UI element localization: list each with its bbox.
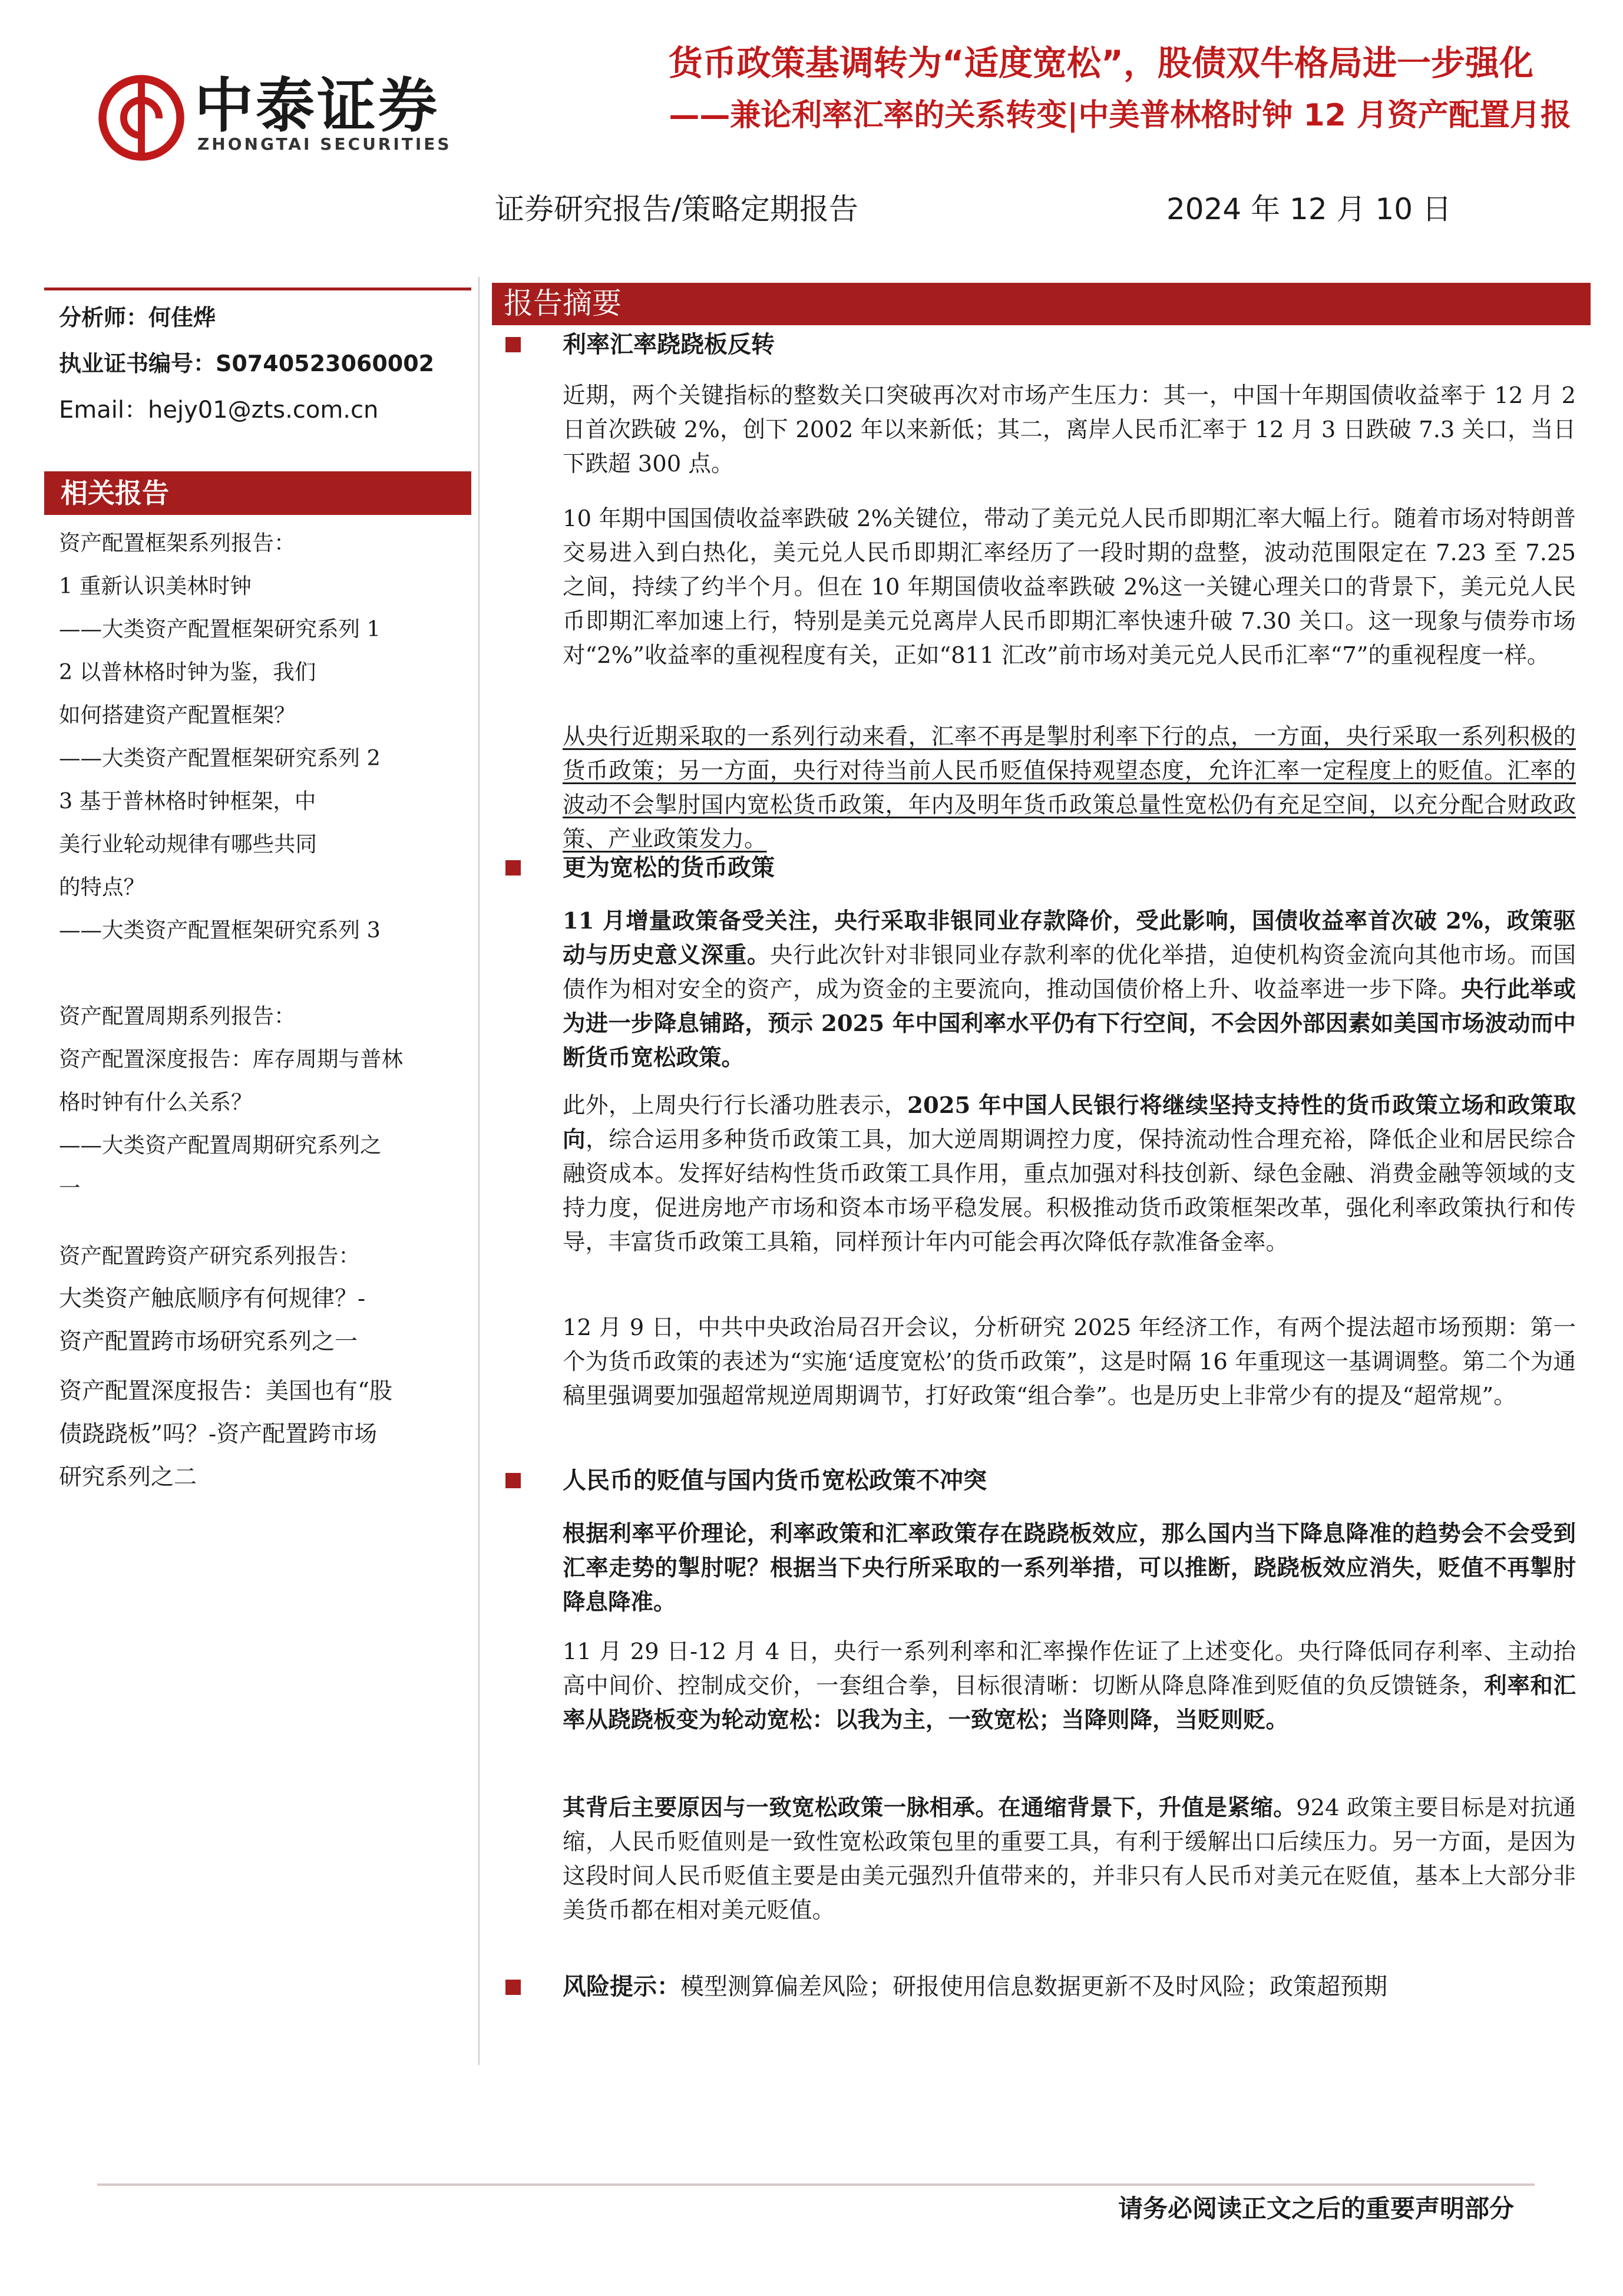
risk-text: 模型测算偏差风险；研报使用信息数据更新不及时风险；政策超预期 <box>680 1973 1387 2000</box>
paragraph <box>563 1791 1576 1928</box>
footer-rule <box>97 2183 1535 2186</box>
brand-name-cn: 中泰证券 <box>194 71 439 140</box>
bold-text: 2025 年中国人民银行将继续坚持支持性的货币政策立场和政策取向 <box>563 1092 1576 1153</box>
section-heading: 利率汇率跷跷板反转 <box>563 331 775 358</box>
bold-text: 利率和汇率从跷跷板变为轮动宽松：以我为主，一致宽松；当降则降，当贬则贬。 <box>563 1673 1576 1733</box>
footer-disclaimer: 请务必阅读正文之后的重要声明部分 <box>1118 2194 1514 2223</box>
related-report-line: ——大类资产配置周期研究系列之 <box>59 1132 382 1158</box>
related-report-line: 的特点？ <box>59 874 145 900</box>
related-report-line: ——大类资产配置框架研究系列 3 <box>59 917 381 943</box>
summary-title: 报告摘要 <box>504 286 622 321</box>
body-text: 央行此次针对非银同业存款利率的优化举措，迫使机构资金流向其他市场。而国债作为相对安全的资产，成为资金的主要流向，推动国债价格上升、收益率进一步下降。 <box>563 942 1576 1003</box>
paragraph <box>563 1089 1576 1260</box>
report-subtitle: ——兼论利率汇率的关系转变|中美普林格时钟 12 月资产配置月报 <box>669 98 1571 133</box>
bold-text: 11 月增量政策备受关注，央行采取非银同业存款降价，受此影响，国债收益率首次破 2%，政策驱动与历史意义深重。 <box>563 908 1576 969</box>
underlined-text: 从央行近期采取的一系列行动来看，汇率不再是掣肘利率下行的点，一方面，央行采取一系列积极的货币政策；另一方面，央行对待当前人民币贬值保持观望态度，允许汇率一定程度上的贬值。汇率的波动不会掣肘国内宽松货币政策，年内及明年货币政策总量性宽松仍有充足空间，以充分配合财政政策、产业政策发力。 <box>563 724 1576 853</box>
body-text: 924 政策主要目标是对抗通缩，人民币贬值则是一致性宽松政策包里的重要工具，有利于缓解出口后续压力。另一方面，是因为这段时间人民币贬值主要是由美元强烈升值带来的，并非只有人民币对美元在贬值，基本上大部分非美货币都在相对美元贬值。 <box>563 1795 1576 1924</box>
document-type: 证券研究报告/策略定期报告 <box>495 192 858 226</box>
related-reports-header <box>44 471 471 515</box>
section-bullet-icon <box>505 337 521 352</box>
section-bullet-icon <box>505 1980 521 1995</box>
related-report-line: 美行业轮动规律有哪些共同 <box>59 831 317 857</box>
report-title: 货币政策基调转为“适度宽松”，股债双牛格局进一步强化 <box>668 43 1533 83</box>
related-report-line: 一 <box>59 1175 81 1201</box>
paragraph <box>563 904 1576 1075</box>
related-report-line: 资产配置框架系列报告： <box>59 530 296 556</box>
related-report-line: 研究系列之二 <box>59 1464 197 1491</box>
section-heading: 人民币的贬值与国内货币宽松政策不冲突 <box>563 1467 987 1494</box>
bold-text: 央行此举或为进一步降息铺路，预示 2025 年中国利率水平仍有下行空间，不会因外部因素如美国市场波动而中断货币宽松政策。 <box>563 976 1576 1071</box>
related-report-link[interactable]: 资产配置深度报告：库存周期与普林 <box>59 1046 403 1072</box>
related-report-link[interactable]: 资产配置深度报告：美国也有“股 <box>59 1378 392 1405</box>
paragraph: 近期，两个关键指标的整数关口突破再次对市场产生压力：其一，中国十年期国债收益率于 12 月 2 日首次跌破 2%，创下 2002 年以来新低；其二，离岸人民币汇率于 12 月 3 日跌破 7.3 关口，当日下跌超 300 点。 <box>563 382 1576 477</box>
related-report-line: 债跷跷板”吗？-资产配置跨市场 <box>59 1421 378 1448</box>
related-report-line: ——大类资产配置框架研究系列 2 <box>59 745 381 771</box>
analyst-email: Email：hejy01@zts.com.cn <box>59 397 379 424</box>
paragraph: 12 月 9 日，中共中央政治局召开会议，分析研究 2025 年经济工作，有两个提法超市场预期：第一个为货币政策的表述为“实施‘适度宽松’的货币政策”，这是时隔 16 年重现这一基调调整。第二个为通稿里强调要加强超常规逆周期调节，打好政策“组合拳”。也是历史上非常少有的提及“超常规”。 <box>563 1314 1576 1409</box>
body-text: 此外，上周央行行长潘功胜表示， <box>563 1092 908 1119</box>
related-report-link[interactable]: 2 以普林格时钟为鉴，我们 <box>59 659 316 685</box>
related-report-line: 资产配置跨市场研究系列之一 <box>59 1329 358 1355</box>
section-heading: 更为宽松的货币政策 <box>563 854 775 881</box>
paragraph: 10 年期中国国债收益率跌破 2%关键位，带动了美元兑人民币即期汇率大幅上行。随着市场对特朗普交易进入到白热化，美元兑人民币即期汇率经历了一段时期的盘整，波动范围限定在 7.23 至 7.25 之间，持续了约半个月。但在 10 年期国债收益率跌破 2%这一关键心理关口的背景下，美元兑人民币即期汇率加速上行，特别是美元兑离岸人民币即期汇率快速升破 7.30 关口。这一现象与债券市场对“2%”收益率的重视程度有关，正如“811 汇改”前市场对美元兑人民币汇率“7”的重视程度一样。 <box>563 506 1576 669</box>
paragraph <box>563 1635 1576 1737</box>
brand-logo <box>97 71 452 165</box>
left-column-top-rule <box>44 288 471 290</box>
related-report-link[interactable]: 3 基于普林格时钟框架，中 <box>59 788 316 814</box>
summary-header <box>492 283 1591 325</box>
analyst-name: 分析师：何佳烨 <box>59 305 216 331</box>
document-date: 2024 年 12 月 10 日 <box>1166 192 1452 226</box>
column-divider <box>478 277 480 2065</box>
paragraph <box>563 1517 1576 1620</box>
related-report-line: 如何搭建资产配置框架？ <box>59 702 296 728</box>
related-report-line: 资产配置周期系列报告： <box>59 1003 296 1029</box>
paragraph <box>563 720 1576 857</box>
section-bullet-icon <box>505 1473 521 1488</box>
bold-text: 根据利率平价理论，利率政策和汇率政策存在跷跷板效应，那么国内当下降息降准的趋势会不会受到汇率走势的掣肘呢？根据当下央行所采取的一系列举措，可以推断，跷跷板效应消失，贬值不再掣肘降息降准。 <box>563 1521 1576 1616</box>
related-reports-title: 相关报告 <box>61 477 169 509</box>
bold-text: 其背后主要原因与一致宽松政策一脉相承。在通缩背景下，升值是紧缩。 <box>563 1795 1297 1821</box>
brand-name-en: ZHONGTAI SECURITIES <box>197 134 452 154</box>
analyst-license: 执业证书编号：S0740523060002 <box>59 351 435 376</box>
related-report-link[interactable]: 大类资产触底顺序有何规律？- <box>59 1286 366 1312</box>
body-text: ，综合运用多种货币政策工具，加大逆周期调控力度，保持流动性合理充裕，降低企业和居民综合融资成本。发挥好结构性货币政策工具作用，重点加强对科技创新、绿色金融、消费金融等领域的支持力度，促进房地产市场和资本市场平稳发展。积极推动货币政策框架改革，强化利率政策执行和传导，丰富货币政策工具箱，同样预计年内可能会再次降低存款准备金率。 <box>563 1126 1576 1256</box>
section-bullet-icon <box>505 860 521 876</box>
risk-label: 风险提示： <box>563 1973 680 2000</box>
related-report-line: ——大类资产配置框架研究系列 1 <box>59 616 381 642</box>
related-report-line: 格时钟有什么关系？ <box>59 1089 253 1115</box>
risk-note <box>563 1975 1387 1998</box>
related-report-line: 资产配置跨资产研究系列报告： <box>59 1243 360 1268</box>
zhongtai-logo-icon <box>97 74 186 162</box>
body-text: 11 月 29 日-12 月 4 日，央行一系列利率和汇率操作佐证了上述变化。央行降低同存利率、主动抬高中间价、控制成交价，一套组合拳，目标很清晰：切断从降息降准到贬值的负反馈链条， <box>563 1638 1576 1699</box>
related-report-link[interactable]: 1 重新认识美林时钟 <box>59 573 252 599</box>
